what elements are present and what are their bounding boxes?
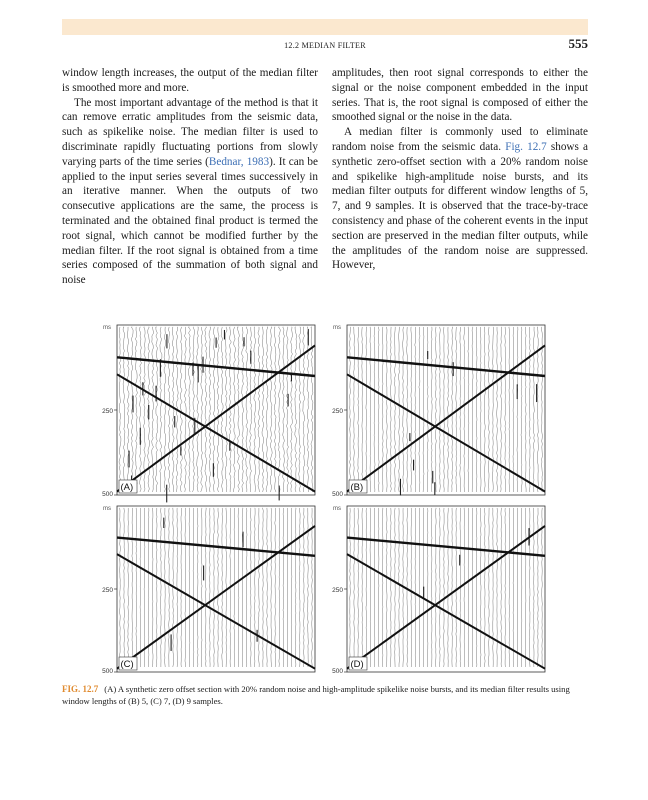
axis-unit: ms <box>103 506 111 512</box>
caption-text: (A) A synthetic zero offset section with 20% random noise and high-amplitude spikelike noise bursts, and its median filter results using window lengths of (B) 5, (C) 7, (D) 9 samples. <box>62 684 570 706</box>
axis-tick-250: 250 <box>332 587 343 594</box>
axis-tick-500: 500 <box>102 668 113 675</box>
axis-unit: ms <box>333 506 341 512</box>
caption-label: FIG. 12.7 <box>62 684 99 694</box>
seismic-panel-b <box>332 325 545 498</box>
seismic-panel-a <box>102 325 315 502</box>
panel-tag: (B) <box>350 482 364 493</box>
panel-tag: (D) <box>350 659 364 670</box>
seismic-panel-c <box>102 506 315 675</box>
seismic-panel-d <box>332 506 545 675</box>
right-paragraph-1: amplitudes, then root signal corresponds to either the signal or the noise component embedded in the input series. That is, the root signal is composed of either the smoothed signal or the noise in the data. <box>332 67 588 124</box>
left-paragraph-2-end: ). It can be applied to the input series several times successively in an iterative manner. When the outputs of two consecutive applications are the same, the process is terminated and the obtained final product is termed the root signal, which cannot be modified further by the median filter. If the root signal is obtained from a time series composed of the summation of both signal and noise <box>62 155 318 287</box>
citation-link-bednar[interactable]: Bednar, 1983 <box>208 155 270 168</box>
panel-tag: (C) <box>120 659 134 670</box>
time-axis <box>332 325 347 498</box>
section-title: 12.2 MEDIAN FILTER <box>284 41 366 50</box>
figure-caption <box>62 683 590 707</box>
axis-tick-250: 250 <box>102 408 113 415</box>
axis-tick-500: 500 <box>102 491 113 498</box>
left-paragraph-1: window length increases, the output of the median filter is smoothed more and more. <box>62 67 318 94</box>
panel-tag: (A) <box>120 482 134 493</box>
figure-link[interactable]: Fig. 12.7 <box>505 140 547 153</box>
axis-unit: ms <box>333 325 341 331</box>
right-paragraph-2-start: A median filter is commonly used to eliminate random noise from the seismic data. <box>332 126 588 153</box>
time-axis <box>102 506 117 675</box>
left-paragraph-2-start: The most important advantage of the method is that it can remove erratic amplitudes from the seismic data, such as spikelike noise. The median filter is used to discriminate rapidly fluctuating portions from slowly varying parts of the time series ( <box>62 96 318 168</box>
axis-tick-250: 250 <box>102 587 113 594</box>
axis-unit: ms <box>103 325 111 331</box>
axis-tick-500: 500 <box>332 668 343 675</box>
page-number: 555 <box>568 36 588 51</box>
axis-tick-500: 500 <box>332 491 343 498</box>
axis-tick-250: 250 <box>332 408 343 415</box>
time-axis <box>332 506 347 675</box>
time-axis <box>102 325 117 498</box>
right-paragraph-2-end: shows a synthetic zero-offset section with a 20% random noise and spikelike high-amplitude noise bursts, and its median filter outputs for different window lengths of 5, 7, and 9 samples. It is observed that the trace-by-trace consistency and phase of the coherent events in the input section are preserved in the median filter outputs, while the amplitudes of the random noise are suppressed. However, <box>332 140 588 272</box>
